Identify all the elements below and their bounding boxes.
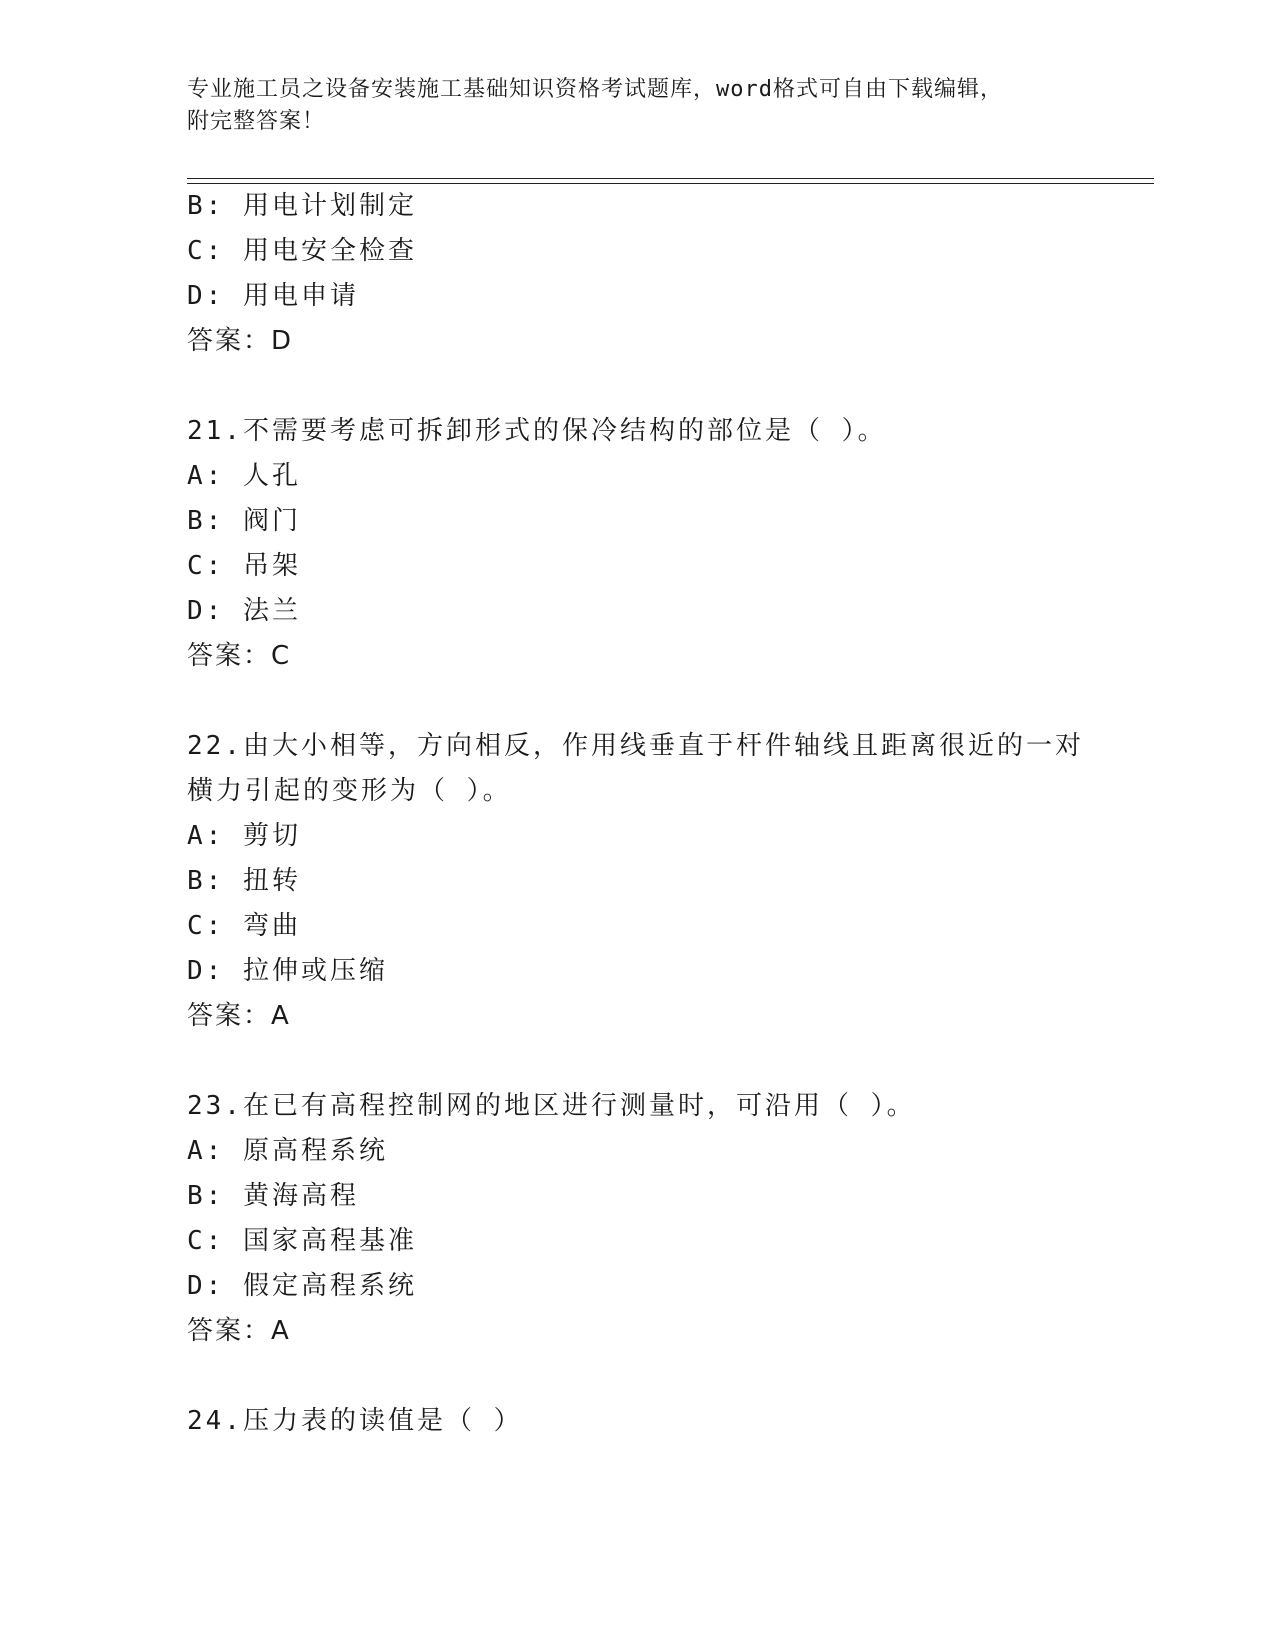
option-a: A: 原高程系统 — [187, 1136, 388, 1166]
option-c: C: 用电安全检查 — [187, 236, 417, 266]
question-23: 23.在已有高程控制网的地区进行测量时，可沿用（ ）。 — [187, 1091, 916, 1121]
header-line-2: 附完整答案！ — [187, 109, 326, 134]
answer: 答案：A — [187, 1316, 291, 1346]
option-c: C: 吊架 — [187, 551, 301, 581]
answer: 答案：A — [187, 1001, 291, 1031]
option-b: B: 扭转 — [187, 866, 301, 896]
option-d: D: 假定高程系统 — [187, 1271, 417, 1301]
document-header — [187, 74, 1087, 138]
option-d: D: 法兰 — [187, 596, 301, 626]
header-line-1: 专业施工员之设备安装施工基础知识资格考试题库，word格式可自由下载编辑， — [187, 77, 1003, 102]
option-a: A: 人孔 — [187, 461, 301, 491]
option-d: D: 用电申请 — [187, 281, 359, 311]
answer: 答案：C — [187, 641, 292, 671]
header-divider-top — [187, 178, 1154, 179]
option-b: B: 黄海高程 — [187, 1181, 359, 1211]
question-22-line-1: 22.由大小相等，方向相反，作用线垂直于杆件轴线且距离很近的一对 — [187, 731, 1084, 761]
option-c: C: 弯曲 — [187, 911, 301, 941]
option-b: B: 用电计划制定 — [187, 191, 417, 221]
option-d: D: 拉伸或压缩 — [187, 956, 388, 986]
question-22-line-2: 横力引起的变形为（ ）。 — [187, 776, 512, 806]
option-a: A: 剪切 — [187, 821, 301, 851]
option-b: B: 阀门 — [187, 506, 301, 536]
header-divider-bottom — [187, 183, 1154, 184]
option-c: C: 国家高程基准 — [187, 1226, 417, 1256]
question-21: 21.不需要考虑可拆卸形式的保冷结构的部位是（ ）。 — [187, 416, 887, 446]
question-24: 24.压力表的读值是（ ） — [187, 1406, 523, 1436]
answer: 答案：D — [187, 326, 294, 356]
